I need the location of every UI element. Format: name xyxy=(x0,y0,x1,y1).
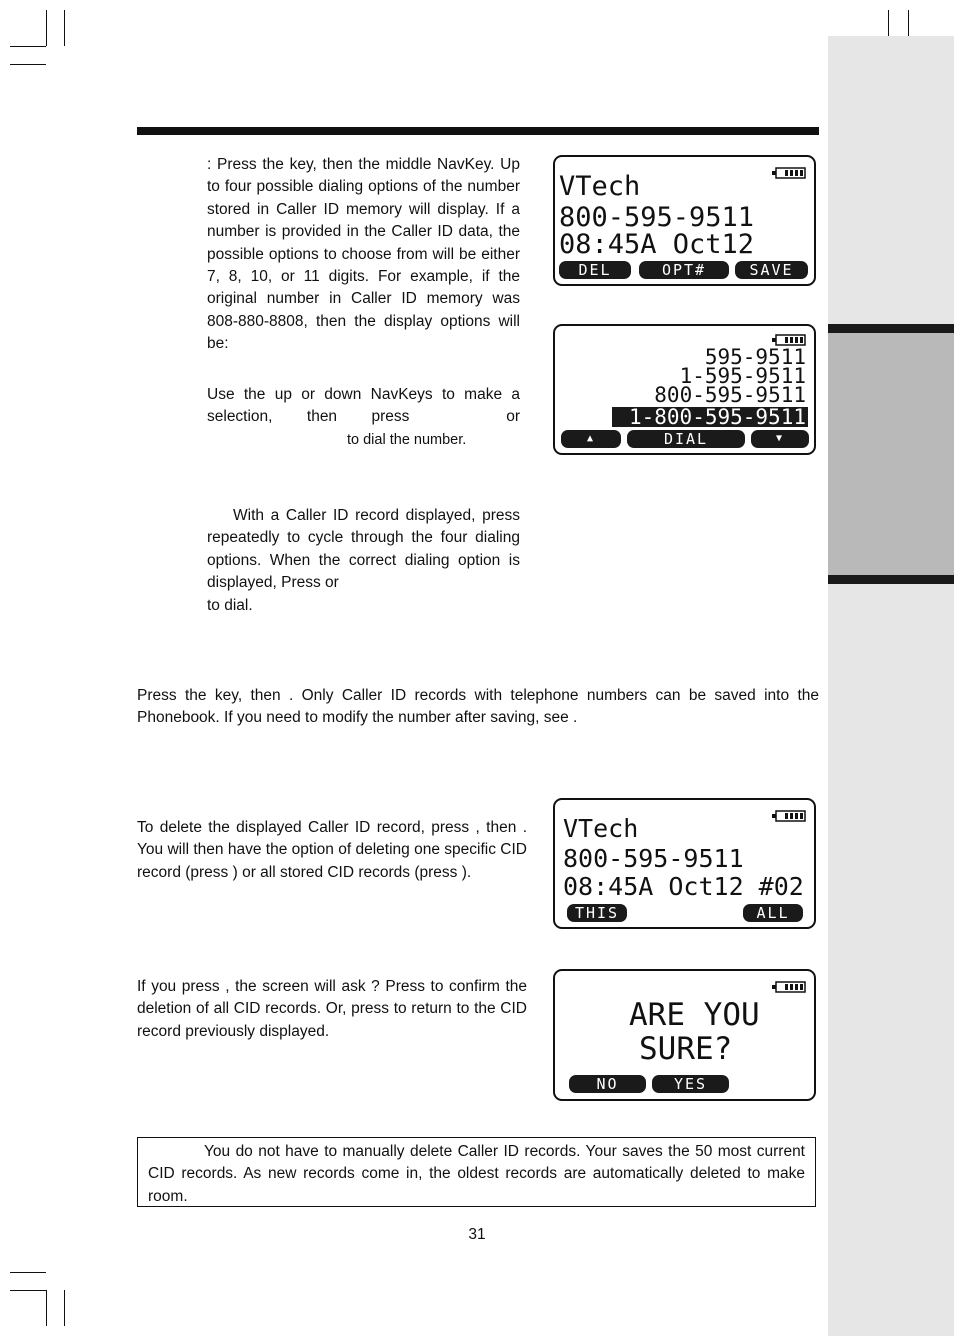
crop-mark xyxy=(10,1290,46,1291)
sidebar-band xyxy=(828,36,954,1336)
dial-option[interactable]: 1-595-9511 xyxy=(679,364,806,388)
section2-paragraph: Press the key, then . Only Caller ID records with telephone numbers can be saved into the Phonebook. If you need to modify the number after saving, see . xyxy=(137,687,819,727)
dial-option[interactable]: 595-9511 xyxy=(704,345,806,369)
section1-paragraph1: : Press the key, then the middle NavKey. Up to four possible dialing options of the number stored in Caller ID memory will display. If a number is provided in the Caller ID data, the possible options to choose from will be either 7, 8, 10, or 11 digits. For example, if the original number in Caller ID memory was 808-880-8808, then the display options will be: xyxy=(207,156,520,353)
header-rule xyxy=(137,127,819,135)
softkey-down[interactable]: ▼ xyxy=(751,430,809,448)
battery-icon xyxy=(772,167,806,179)
crop-mark xyxy=(64,1290,65,1326)
battery-icon xyxy=(772,981,806,993)
lcd-name: VTech xyxy=(563,814,639,843)
crop-mark xyxy=(10,46,46,47)
battery-icon xyxy=(772,810,806,822)
page-number: 31 xyxy=(468,1226,486,1243)
chapter-tab xyxy=(828,324,954,584)
crop-mark xyxy=(10,64,46,65)
crop-mark xyxy=(46,1290,47,1326)
crop-mark xyxy=(64,10,65,46)
crop-mark xyxy=(46,10,47,46)
lcd-prompt-line1: ARE YOU xyxy=(629,997,760,1033)
softkey-up[interactable]: ▲ xyxy=(561,430,621,448)
softkey-save[interactable]: SAVE xyxy=(735,261,808,279)
para2-text: Use the up or down NavKeys to make a selection, then press xyxy=(207,386,520,426)
softkey-dial[interactable]: DIAL xyxy=(627,430,745,448)
para3-text: With a Caller ID record displayed, press repeatedly to cycle through the four dialing options. When the correct dialing option is displayed, Press or xyxy=(207,507,520,592)
para2-or: or xyxy=(506,408,521,426)
para3-end: to dial. xyxy=(207,596,253,614)
lcd-datetime: 08:45A Oct12 xyxy=(559,229,755,260)
para2-line1 xyxy=(207,384,520,429)
section1-paragraph2 xyxy=(207,384,520,451)
lcd-screen-confirm xyxy=(553,969,816,1101)
lcd-number: 800-595-9511 xyxy=(563,844,744,873)
crop-mark xyxy=(10,1272,46,1273)
softkey-no[interactable]: NO xyxy=(569,1075,646,1093)
lcd-datetime: 08:45A Oct12 #02 xyxy=(563,872,804,901)
lcd-number: 800-595-9511 xyxy=(559,202,755,233)
softkey-del[interactable]: DEL xyxy=(559,261,631,279)
softkey-opt[interactable]: OPT# xyxy=(639,261,729,279)
dial-option-selected[interactable]: 1-800-595-9511 xyxy=(612,407,808,427)
note-text: You do not have to manually delete Caller ID records. Your saves the 50 most current CID records. As new records come in, the oldest records are automatically deleted to make room. xyxy=(148,1143,805,1205)
dial-option[interactable]: 800-595-9511 xyxy=(654,383,806,407)
section3-paragraph: To delete the displayed Caller ID record, press , then . You will then have the option of deleting one specific CID record (press ) or all stored CID records (press ). xyxy=(137,819,527,881)
note-box xyxy=(137,1137,816,1207)
lcd-screen-caller-id xyxy=(553,155,816,286)
lcd-name: VTech xyxy=(559,171,641,202)
section1-paragraph3 xyxy=(207,505,520,617)
lcd-screen-delete xyxy=(553,798,816,929)
lcd-prompt-line2: SURE? xyxy=(639,1031,733,1067)
softkey-all[interactable]: ALL xyxy=(743,904,803,922)
softkey-yes[interactable]: YES xyxy=(652,1075,729,1093)
section4-paragraph: If you press , the screen will ask ? Press to confirm the deletion of all CID records. Or, press to return to the CID record previously displayed. xyxy=(137,978,527,1040)
para2-line2: to dial the number. xyxy=(347,431,467,448)
softkey-this[interactable]: THIS xyxy=(567,904,627,922)
lcd-screen-dial-options xyxy=(553,324,816,455)
